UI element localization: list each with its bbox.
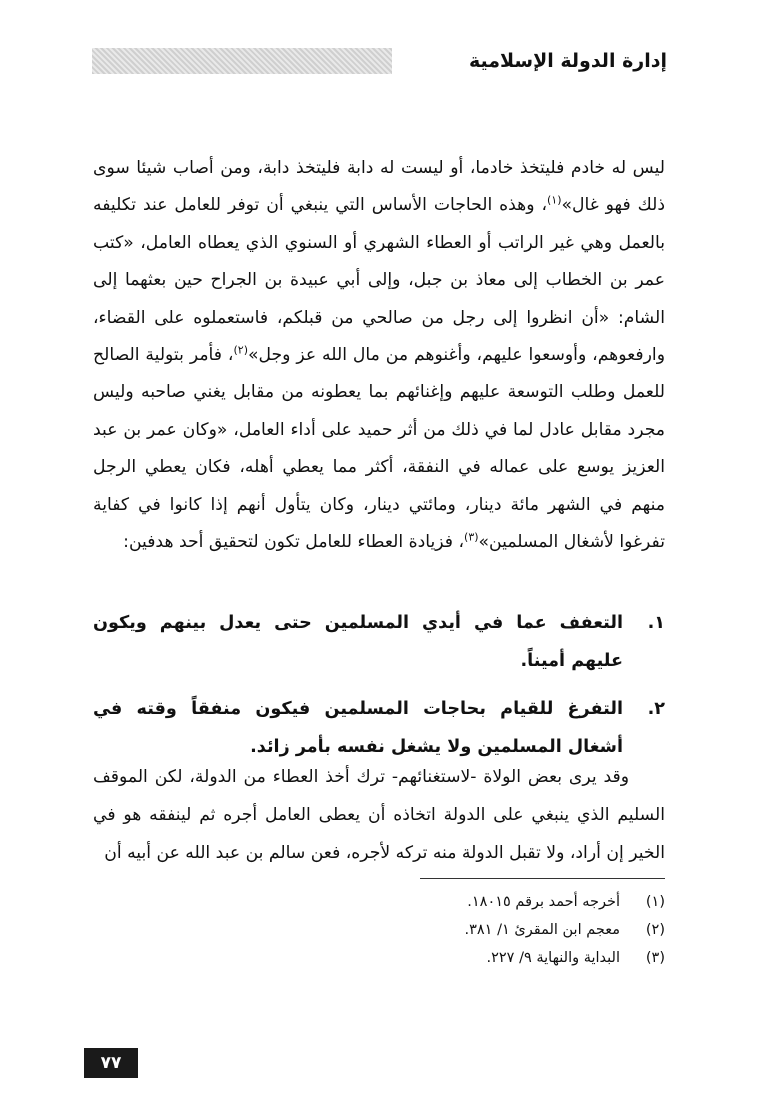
list-item-text: التفرغ للقيام بحاجات المسلمين فيكون منفقاً وقته في أشغال المسلمين ولا يشغل نفسه بأمر زائد.	[93, 699, 623, 757]
page-number: ٧٧	[84, 1048, 138, 1078]
paragraph-text: ، فأمر بتولية الصالح للعمل وطلب التوسعة عليهم وإغنائهم بما يعطونه من مقابل يغني صاحبه وليس مجرد مقابل عادل لما في ذلك من أثر حميد على أداء العامل، «وكان عمر بن عبد العزيز يوسع على عماله في النفقة، أكثر مما يعطي أهله، فكان يعطي الرجل منهم في الشهر مائة دينار، ومائتي دينار، وكان يتأول أنهم إذا كانوا في كفاية تفرغوا لأشغال المسلمين»	[93, 345, 665, 553]
footnote-text: أخرجه أحمد برقم ١٨٠١٥.	[467, 894, 620, 910]
footnote-reference-2: (٢)	[233, 343, 248, 357]
footnote-text: البداية والنهاية ٩/ ٢٢٧.	[486, 950, 620, 966]
numbered-list	[93, 604, 665, 776]
footnote-reference-3: (٣)	[464, 530, 479, 544]
list-item	[93, 690, 665, 766]
paragraph-text: ، وهذه الحاجات الأساس التي ينبغي أن توفر للعامل عند تكليفه بالعمل وهي غير الراتب أو العطاء الشهري أو السنوي الذي يعطاه العامل، «كتب عمر بن الخطاب إلى معاذ بن جبل، وإلى أبي عبيدة بن الجراح حين بعثهما إلى الشام: «أن انظروا إلى رجل من صالحي من قبلكم، فاستعملوه على القضاء، وارفعوهم، وأوسعوا عليهم، وأغنوهم من مال الله عز وجل»	[93, 195, 665, 366]
footnotes	[300, 888, 665, 972]
list-item-text: التعفف عما في أيدي المسلمين حتى يعدل بينهم ويكون عليهم أميناً.	[93, 613, 623, 671]
footnote-separator	[420, 878, 665, 879]
running-header-title: إدارة الدولة الإسلامية	[468, 50, 667, 72]
footnote-reference-1: (١)	[547, 193, 562, 207]
footnote-item	[300, 944, 665, 972]
footnote-number: (٣)	[645, 950, 665, 966]
main-body	[93, 150, 665, 561]
footnote-item	[300, 888, 665, 916]
footnote-item	[300, 916, 665, 944]
paragraph-text: ليس له خادم فليتخذ خادما، أو ليست له دابة فليتخذ دابة، ومن أصاب شيئا سوى ذلك فهو غال»	[93, 158, 665, 216]
footnote-number: (١)	[645, 894, 665, 910]
list-item	[93, 604, 665, 680]
list-number: ٢.	[647, 699, 665, 719]
body-paragraph	[93, 150, 665, 561]
footnote-number: (٢)	[645, 922, 665, 938]
list-number: ١.	[647, 613, 665, 633]
second-paragraph	[93, 758, 665, 872]
footnote-text: معجم ابن المقرئ ١/ ٣٨١.	[464, 922, 620, 938]
header-band	[92, 48, 392, 74]
body-paragraph: وقد يرى بعض الولاة -لاستغنائهم- ترك أخذ العطاء من الدولة، لكن الموقف السليم الذي ينبغي على الدولة اتخاذه أن يعطى العامل أجره ثم لينفقه هو في الخير إن أراد، ولا تقبل الدولة منه تركه لأجره، فعن سالم بن عبد الله عن أبيه أن	[93, 767, 665, 863]
paragraph-text: ، فزيادة العطاء للعامل تكون لتحقيق أحد هدفين:	[123, 532, 465, 553]
